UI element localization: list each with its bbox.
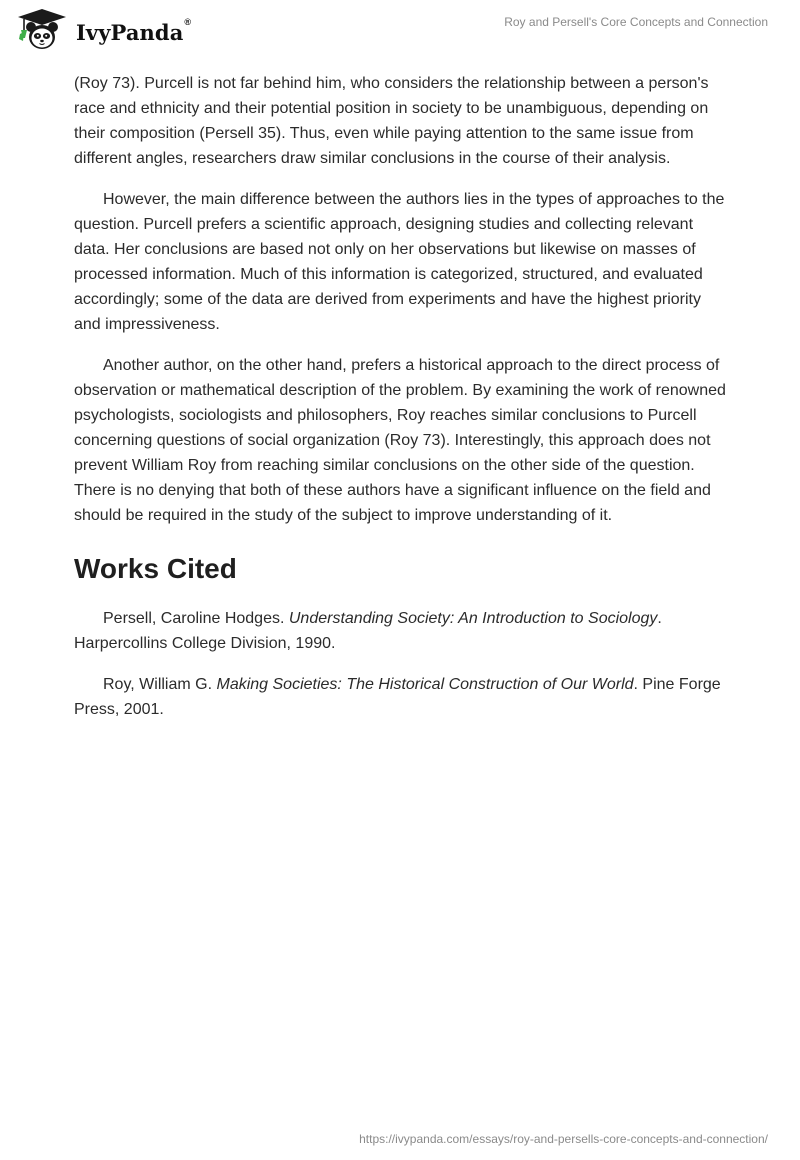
body-paragraph: Another author, on the other hand, prefers a historical approach to the direct process of observation or mathematical description of the problem. By examining the work of renowned psychologists, sociologists and philosophers, Roy reaches similar conclusions to Purcell concerning questions of social organization (Roy 73). Interestingly, this approach does not prevent William Roy from reaching similar conclusions on the other side of the question. There is no denying that both of these authors have a significant influence on the field and should be required in the study of the subject to improve understanding of it. — [74, 357, 726, 524]
citation-title: Making Societies: The Historical Construction of Our World — [216, 676, 634, 693]
body-paragraph: (Roy 73). Purcell is not far behind him, who considers the relationship between a person's race and ethnicity and their potential position in society to be unambiguous, depending on their composition (Persell 35). Thus, even while paying attention to the same issue from different angles, researchers draw similar conclusions in the course of their analysis. — [74, 75, 709, 167]
brand-name-text: IvyPanda — [76, 19, 184, 45]
citation-publisher: . Harpercollins College Division, 1990. — [74, 610, 662, 652]
citation-title: Understanding Society: An Introduction to Sociology — [288, 610, 658, 627]
citation-publisher: . Pine Forge Press, 2001. — [74, 676, 721, 718]
source-url[interactable]: https://ivypanda.com/essays/roy-and-persells-core-concepts-and-connection/ — [359, 1132, 768, 1146]
running-title: Roy and Persell's Core Concepts and Connection — [504, 15, 768, 29]
citation-author: Roy, William G. — [103, 676, 217, 693]
brand-name — [76, 16, 192, 45]
body-paragraph: However, the main difference between the authors lies in the types of approaches to the question. Purcell prefers a scientific approach, designing studies and collecting relevant data. Her conclusions are based not only on her observations but likewise on masses of processed information. Much of this information is categorized, structured, and evaluated accordingly; some of the data are derived from experiments and have the highest priority and impressiveness. — [74, 191, 725, 333]
citation-entry — [74, 672, 730, 722]
essay-content — [74, 71, 730, 738]
page-header — [0, 0, 800, 64]
citation-entry — [74, 606, 730, 656]
panda-graduate-icon — [14, 8, 70, 52]
registered-mark: ® — [184, 16, 192, 27]
works-cited-heading: Works Cited — [74, 553, 237, 584]
ivypanda-logo[interactable] — [14, 8, 191, 52]
citation-author: Persell, Caroline Hodges. — [103, 610, 289, 627]
